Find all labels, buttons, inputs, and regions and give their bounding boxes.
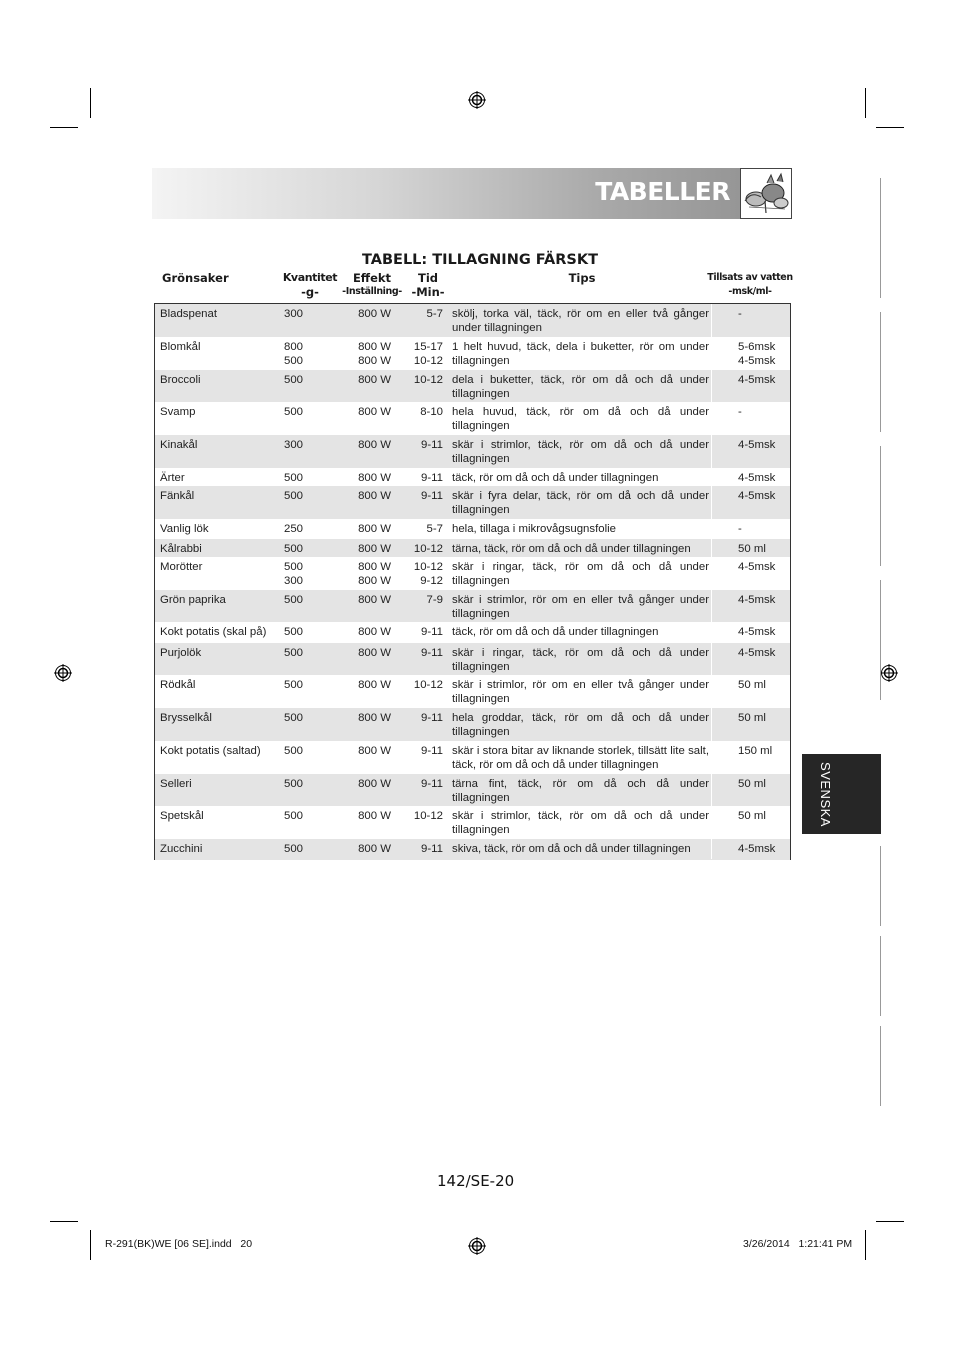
water-cell: 4-5msk (738, 374, 776, 386)
vegetable-name: Vanlig lök (160, 523, 209, 535)
quantity-cell: 500 (284, 406, 304, 418)
column-header-quantity: Kvantitet -g- (282, 271, 338, 299)
quantity-cell: 500 (284, 745, 304, 757)
tips-cell: hela groddar, täck, rör om då och då under tillagningen (452, 712, 709, 738)
table-row (155, 435, 790, 468)
tips-cell: skär i strimlor, täck, rör om då och då under tillagningen (452, 439, 709, 465)
vegetable-name: Bladspenat (160, 308, 217, 320)
tips-cell: dela i buketter, täck, rör om då och då under tillagningen (452, 374, 709, 400)
water-cell: 4-5msk (738, 490, 776, 502)
table-row (155, 539, 790, 557)
effect-cell: 800 W (358, 843, 391, 855)
tips-cell: skär i strimlor, rör om en eller två gånger under tillagningen (452, 594, 709, 620)
tips-cell: tärna fint, täck, rör om då och då under tillagningen (452, 778, 709, 804)
effect-cell: 800 W 800 W (358, 561, 391, 587)
water-cell: 4-5msk (738, 843, 776, 855)
column-header-vegetable: Grönsaker (162, 271, 229, 285)
tips-cell: skär i stora bitar av liknande storlek, tillsätt lite salt, täck, rör om då och då under tillagningen (452, 745, 709, 771)
margin-line (880, 178, 881, 298)
effect-cell: 800 W (358, 679, 391, 691)
margin-line (880, 312, 881, 432)
water-cell: 4-5msk (738, 647, 776, 659)
table-row (155, 839, 790, 860)
effect-cell: 800 W (358, 647, 391, 659)
tips-cell: skölj, torka väl, täck, rör om en eller två gånger under tillagningen (452, 308, 709, 334)
footer-datetime: 3/26/2014 1:21:41 PM (743, 1238, 853, 1250)
vegetable-name: Kokt potatis (saltad) (160, 745, 261, 757)
quantity-cell: 500 (284, 647, 304, 659)
column-header-tips: Tips (568, 271, 596, 285)
crop-mark (876, 127, 904, 128)
time-cell: 9-11 (421, 843, 443, 855)
vegetable-name: Ärter (160, 472, 185, 484)
quantity-cell: 500 (284, 594, 304, 606)
margin-line (880, 936, 881, 1016)
time-cell: 10-12 9-12 (413, 561, 443, 587)
registration-mark-icon (468, 91, 486, 109)
vegetable-name: Selleri (160, 778, 192, 790)
table-row (155, 468, 790, 486)
quantity-cell: 250 (284, 523, 304, 535)
vegetable-name: Kokt potatis (skal på) (160, 626, 267, 638)
time-cell: 15-17 10-12 (413, 341, 443, 367)
effect-cell: 800 W (358, 406, 391, 418)
table-row (155, 708, 790, 741)
tips-cell: täck, rör om då och då under tillagningen (452, 626, 659, 638)
quantity-cell: 500 (284, 543, 304, 555)
vegetable-name: Grön paprika (160, 594, 226, 606)
time-cell: 9-11 (421, 745, 443, 757)
column-header-water: Tillsats av vatten -msk/ml- (707, 272, 793, 297)
water-cell: 5-6msk 4-5msk (738, 341, 776, 367)
quantity-cell: 500 (284, 472, 304, 484)
water-cell: 50 ml (738, 712, 766, 724)
time-cell: 10-12 (413, 374, 443, 386)
tips-cell: 1 helt huvud, täck, dela i buketter, rör om under tillagningen (452, 341, 709, 367)
quantity-cell: 300 (284, 308, 304, 320)
column-divider (711, 304, 712, 859)
time-cell: 10-12 (413, 679, 443, 691)
registration-mark-icon (54, 664, 72, 682)
effect-cell: 800 W 800 W (358, 341, 391, 367)
table-row (155, 337, 790, 370)
crop-mark (90, 88, 91, 118)
water-cell: - (738, 308, 742, 320)
effect-cell: 800 W (358, 472, 391, 484)
vegetable-name: Blomkål (160, 341, 201, 353)
effect-cell: 800 W (358, 308, 391, 320)
margin-line (880, 1026, 881, 1106)
time-cell: 5-7 (426, 523, 443, 535)
quantity-cell: 500 (284, 778, 304, 790)
vegetable-name: Kålrabbi (160, 543, 202, 555)
water-cell: 4-5msk (738, 439, 776, 451)
vegetable-name: Svamp (160, 406, 196, 418)
language-tab (802, 754, 881, 834)
crop-mark (50, 127, 78, 128)
vegetable-name: Broccoli (160, 374, 201, 386)
quantity-cell: 500 (284, 810, 304, 822)
table-row (155, 806, 790, 839)
time-cell: 9-11 (421, 778, 443, 790)
table-title: TABELL: TILLAGNING FÄRSKT (362, 252, 598, 268)
crop-mark (50, 1221, 78, 1222)
margin-line (880, 846, 881, 926)
quantity-cell: 800 500 (284, 341, 304, 367)
water-cell: - (738, 406, 742, 418)
vegetable-name: Kinakål (160, 439, 198, 451)
table-row (155, 675, 790, 708)
effect-cell: 800 W (358, 712, 391, 724)
tips-cell: skär i ringar, täck, rör om då och då under tillagningen (452, 647, 709, 673)
table-row (155, 741, 790, 774)
language-tab-label: SVENSKA (817, 761, 833, 827)
crop-mark (90, 1230, 91, 1260)
table-row (155, 590, 790, 622)
vegetable-name: Spetskål (160, 810, 204, 822)
effect-cell: 800 W (358, 523, 391, 535)
water-cell: 50 ml (738, 810, 766, 822)
tips-cell: hela, tillaga i mikrovågsugnsfolie (452, 523, 616, 535)
water-cell: - (738, 523, 742, 535)
water-cell: 4-5msk (738, 472, 776, 484)
vegetable-name: Morötter (160, 561, 203, 573)
column-header-time: Tid -Min- (411, 271, 445, 299)
water-cell: 4-5msk (738, 626, 776, 638)
tips-cell: täck, rör om då och då under tillagningen (452, 472, 659, 484)
time-cell: 9-11 (421, 712, 443, 724)
time-cell: 7-9 (426, 594, 443, 606)
time-cell: 9-11 (421, 490, 443, 502)
water-cell: 50 ml (738, 679, 766, 691)
quantity-cell: 500 300 (284, 561, 304, 587)
effect-cell: 800 W (358, 778, 391, 790)
effect-cell: 800 W (358, 439, 391, 451)
quantity-cell: 500 (284, 374, 304, 386)
time-cell: 10-12 (413, 810, 443, 822)
registration-mark-icon (880, 664, 898, 682)
vegetable-name: Zucchini (160, 843, 203, 855)
water-cell: 50 ml (738, 543, 766, 555)
vegetable-name: Brysselkål (160, 712, 212, 724)
margin-line (880, 580, 881, 700)
water-cell: 4-5msk (738, 594, 776, 606)
effect-cell: 800 W (358, 810, 391, 822)
column-header-effect: Effekt -Inställning- (342, 271, 402, 297)
time-cell: 9-11 (421, 647, 443, 659)
table-row (155, 557, 790, 590)
vegetable-name: Purjolök (160, 647, 202, 659)
effect-cell: 800 W (358, 745, 391, 757)
table-row (155, 519, 790, 539)
quantity-cell: 500 (284, 626, 304, 638)
water-cell: 4-5msk (738, 561, 776, 573)
cooking-table (154, 303, 791, 860)
table-row (155, 486, 790, 519)
time-cell: 10-12 (413, 543, 443, 555)
effect-cell: 800 W (358, 594, 391, 606)
tips-cell: skär i fyra delar, täck, rör om då och då under tillagningen (452, 490, 709, 516)
effect-cell: 800 W (358, 374, 391, 386)
table-row (155, 402, 790, 435)
water-cell: 50 ml (738, 778, 766, 790)
time-cell: 8-10 (420, 406, 443, 418)
time-cell: 9-11 (421, 439, 443, 451)
table-row (155, 774, 790, 806)
crop-mark (865, 1230, 866, 1260)
time-cell: 5-7 (426, 308, 443, 320)
margin-line (880, 446, 881, 566)
registration-mark-icon (468, 1237, 486, 1255)
section-title: TABELLER (595, 177, 730, 206)
quantity-cell: 500 (284, 679, 304, 691)
footer-file-name: R-291(BK)WE [06 SE].indd 20 (105, 1238, 253, 1250)
table-row (155, 643, 790, 675)
crop-mark (876, 1221, 904, 1222)
crop-mark (865, 88, 866, 118)
tips-cell: skär i strimlor, rör om en eller två gånger under tillagningen (452, 679, 709, 705)
tips-cell: hela huvud, täck, rör om då och då under tillagningen (452, 406, 709, 432)
effect-cell: 800 W (358, 626, 391, 638)
quantity-cell: 500 (284, 712, 304, 724)
tips-cell: tärna, täck, rör om då och då under tillagningen (452, 543, 691, 555)
time-cell: 9-11 (421, 626, 443, 638)
vegetable-name: Fänkål (160, 490, 195, 502)
tips-cell: skiva, täck, rör om då och då under tillagningen (452, 843, 691, 855)
vegetable-name: Rödkål (160, 679, 196, 691)
quantity-cell: 300 (284, 439, 304, 451)
tips-cell: skär i strimlor, täck, rör om då och då under tillagningen (452, 810, 709, 836)
time-cell: 9-11 (421, 472, 443, 484)
effect-cell: 800 W (358, 490, 391, 502)
vegetables-logo-icon (740, 168, 792, 219)
table-row (155, 304, 790, 337)
effect-cell: 800 W (358, 543, 391, 555)
page-number: 142/SE-20 (437, 1172, 515, 1190)
section-banner (152, 168, 792, 219)
table-row (155, 622, 790, 643)
table-row (155, 370, 790, 402)
water-cell: 150 ml (738, 745, 773, 757)
quantity-cell: 500 (284, 490, 304, 502)
tips-cell: skär i ringar, täck, rör om då och då under tillagningen (452, 561, 709, 587)
quantity-cell: 500 (284, 843, 304, 855)
